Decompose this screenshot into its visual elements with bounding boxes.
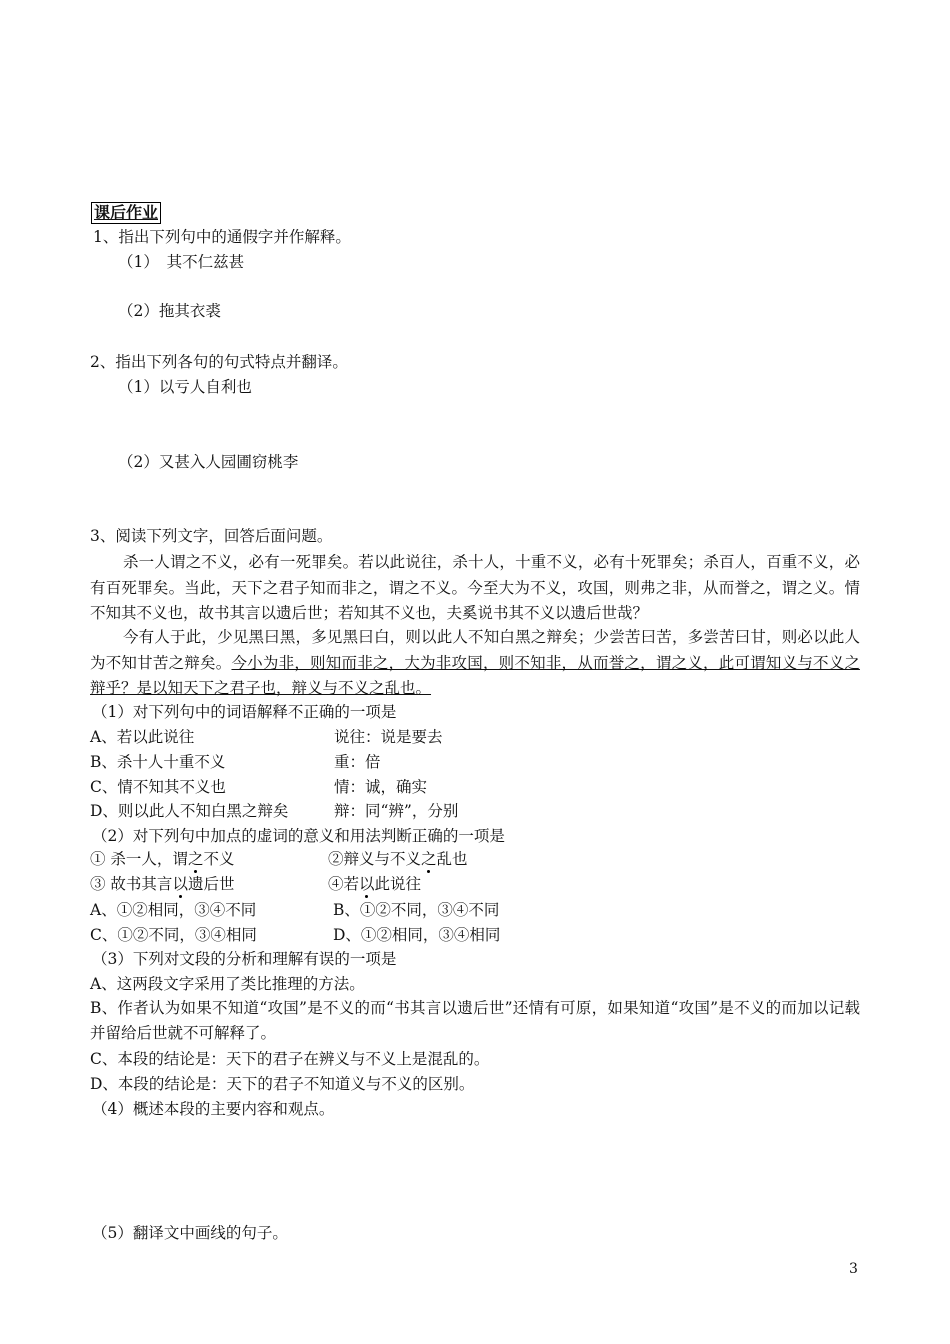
sub2-stem: （2）对下列句中加点的虚词的意义和用法判断正确的一项是: [92, 827, 505, 845]
sub1-option-a-note: 说往：说是要去: [334, 728, 443, 746]
q2-stem: 2、指出下列各句的句式特点并翻译。: [90, 353, 348, 371]
section-title: 课后作业: [91, 202, 161, 224]
sub3-option-b: B、作者认为如果不知道“攻国”是不义的而“书其言以遗后世”还情有可原，如果知道“攻国”是不义的而加以记载并留给后世就不可解释了。: [90, 999, 860, 1042]
sub2-sentence-1: ① 杀一人，谓之不义: [90, 850, 235, 868]
sub2-sentence-3: ③ 故书其言以遗后世: [90, 875, 235, 893]
sub1-option-d-note: 辩：同“辨”，分别: [334, 802, 459, 820]
q1-stem: 1、指出下列句中的通假字并作解释。: [93, 228, 351, 246]
sub2-option-b: B、①②不同，③④不同: [333, 901, 500, 919]
sub2-sentence-2: ②辩义与不义之乱也: [328, 850, 468, 868]
sub2-option-a: A、①②相同，③④不同: [90, 901, 257, 919]
q2-item-2: （2）又甚入人园圃窃桃李: [118, 453, 299, 471]
sub1-option-a: A、若以此说往: [90, 728, 195, 746]
sub1-option-b: B、杀十人十重不义: [90, 753, 226, 771]
sub4-stem: （4）概述本段的主要内容和观点。: [92, 1100, 335, 1118]
q1-item-2: （2）拖其衣裘: [118, 302, 221, 320]
underlined-sentence: 今小为非，则知而非之，大为非攻国，则不知非，从而誉之，谓之义，此可谓知义与不义之辩乎？是以知天下之君子也，辩义与不义之乱也。: [90, 653, 860, 697]
dotted-word: 之: [421, 850, 437, 868]
dotted-word: 以: [172, 875, 188, 893]
sub2-sentence-4: ④若以此说往: [328, 875, 422, 893]
sub3-option-c: C、本段的结论是：天下的君子在辨义与不义上是混乱的。: [90, 1050, 490, 1068]
sub1-option-b-note: 重：倍: [334, 753, 381, 771]
sub1-stem: （1）对下列句中的词语解释不正确的一项是: [92, 703, 397, 721]
sub3-stem: （3）下列对文段的分析和理解有误的一项是: [92, 950, 397, 968]
sub3-option-d: D、本段的结论是：天下的君子不知道义与不义的区别。: [90, 1075, 475, 1093]
sub1-option-c-note: 情：诚，确实: [334, 778, 428, 796]
sub3-option-a: A、这两段文字采用了类比推理的方法。: [90, 975, 365, 993]
passage-paragraph-2: [90, 625, 860, 702]
q1-item-1: （1） 其不仁兹甚: [118, 253, 245, 271]
sub1-option-c: C、情不知其不义也: [90, 778, 226, 796]
q2-item-1: （1）以亏人自利也: [118, 378, 252, 396]
passage-paragraph-1: 杀一人谓之不义，必有一死罪矣。若以此说往，杀十人，十重不义，必有十死罪矣；杀百人，百重不义，必有百死罪矣。当此，天下之君子知而非之，谓之不义。今至大为不义，攻国，则弗之非，从而誉之，谓之义。情不知其不义也，故书其言以遗后世；若知其不义也，夫奚说书其不义以遗后世哉？: [90, 553, 860, 622]
dotted-word: 之: [187, 850, 204, 868]
dotted-word: 以: [359, 875, 375, 893]
sub2-option-d: D、①②相同，③④相同: [333, 926, 501, 944]
passage-text: 今有人于此，少见黑曰黑，多见黑曰白，则以此人不知白黑之辩矣；少尝苦曰苦，多尝苦曰甘，则必以此人为不知甘苦之辩矣。: [90, 628, 860, 672]
page-number: 3: [849, 1261, 858, 1277]
sub1-option-d: D、则以此人不知白黑之辩矣: [90, 802, 289, 820]
sub2-option-c: C、①②不同，③④相同: [90, 926, 257, 944]
q3-stem: 3、阅读下列文字，回答后面问题。: [90, 527, 333, 545]
sub5-stem: （5）翻译文中画线的句子。: [92, 1224, 288, 1242]
